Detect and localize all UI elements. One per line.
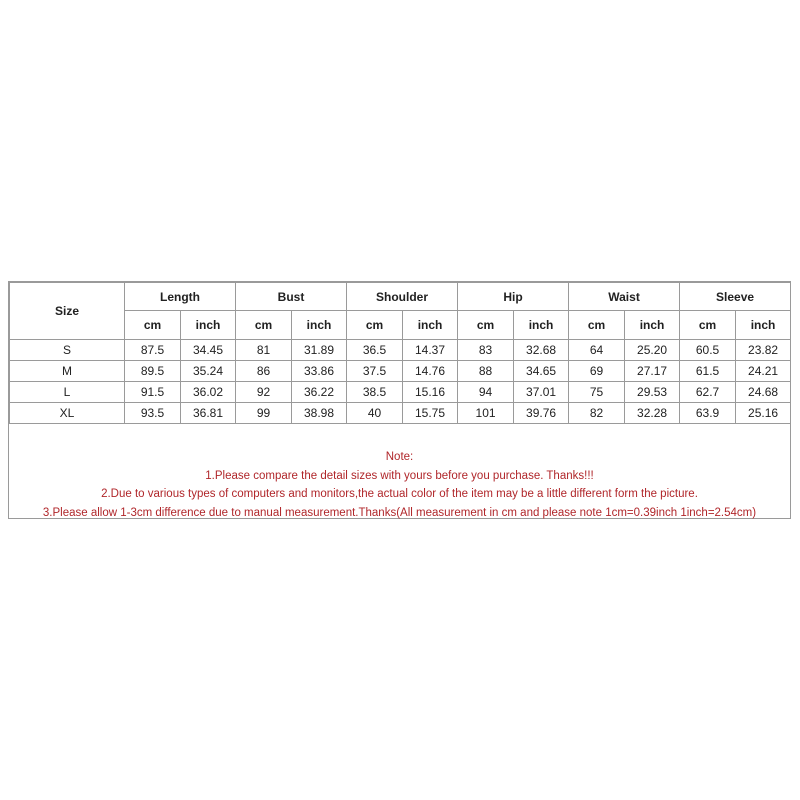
table-cell: 62.7 <box>680 382 736 403</box>
table-cell: 63.9 <box>680 403 736 424</box>
table-cell: 14.37 <box>403 340 458 361</box>
table-cell: 82 <box>569 403 625 424</box>
table-cell: 27.17 <box>625 361 680 382</box>
hip-header: Hip <box>458 283 569 311</box>
table-cell: 36.22 <box>292 382 347 403</box>
table-cell: 14.76 <box>403 361 458 382</box>
table-cell: 25.20 <box>625 340 680 361</box>
table-cell: 101 <box>458 403 514 424</box>
size-label: L <box>10 382 125 403</box>
table-cell: 32.28 <box>625 403 680 424</box>
length-header: Length <box>125 283 236 311</box>
table-cell: 40 <box>347 403 403 424</box>
unit-inch-header: inch <box>736 311 791 340</box>
table-cell: 23.82 <box>736 340 791 361</box>
note-line-1: 1.Please compare the detail sizes with yours before you purchase. Thanks!!! <box>205 469 594 482</box>
table-cell: 94 <box>458 382 514 403</box>
sleeve-header: Sleeve <box>680 283 791 311</box>
table-cell: 93.5 <box>125 403 181 424</box>
table-cell: 25.16 <box>736 403 791 424</box>
table-cell: 89.5 <box>125 361 181 382</box>
unit-header-row <box>10 311 791 340</box>
table-cell: 24.21 <box>736 361 791 382</box>
table-cell: 81 <box>236 340 292 361</box>
unit-cm-header: cm <box>458 311 514 340</box>
size-label: M <box>10 361 125 382</box>
table-cell: 87.5 <box>125 340 181 361</box>
notes-section <box>9 448 790 522</box>
table-cell: 92 <box>236 382 292 403</box>
table-cell: 37.5 <box>347 361 403 382</box>
table-cell: 36.02 <box>181 382 236 403</box>
size-label: XL <box>10 403 125 424</box>
size-column-header: Size <box>10 283 125 340</box>
table-cell: 38.98 <box>292 403 347 424</box>
table-cell: 86 <box>236 361 292 382</box>
note-line-3: 3.Please allow 1-3cm difference due to manual measurement.Thanks(All measurement in cm and please note 1cm=0.39inch 1inch=2.54cm) <box>42 506 757 519</box>
table-cell: 64 <box>569 340 625 361</box>
waist-header: Waist <box>569 283 680 311</box>
table-cell: 35.24 <box>181 361 236 382</box>
table-cell: 39.76 <box>514 403 569 424</box>
table-cell: 34.45 <box>181 340 236 361</box>
shoulder-header: Shoulder <box>347 283 458 311</box>
table-cell: 61.5 <box>680 361 736 382</box>
size-label: S <box>10 340 125 361</box>
table-cell: 31.89 <box>292 340 347 361</box>
size-row-m <box>10 361 791 382</box>
unit-inch-header: inch <box>181 311 236 340</box>
size-row-l <box>10 382 791 403</box>
size-chart-table <box>9 282 791 424</box>
unit-inch-header: inch <box>625 311 680 340</box>
table-cell: 33.86 <box>292 361 347 382</box>
size-row-s <box>10 340 791 361</box>
table-cell: 60.5 <box>680 340 736 361</box>
unit-cm-header: cm <box>125 311 181 340</box>
table-cell: 99 <box>236 403 292 424</box>
unit-inch-header: inch <box>514 311 569 340</box>
bust-header: Bust <box>236 283 347 311</box>
group-header-row <box>10 283 791 311</box>
table-cell: 69 <box>569 361 625 382</box>
table-cell: 15.75 <box>403 403 458 424</box>
table-cell: 75 <box>569 382 625 403</box>
table-cell: 36.81 <box>181 403 236 424</box>
unit-inch-header: inch <box>403 311 458 340</box>
table-cell: 88 <box>458 361 514 382</box>
unit-cm-header: cm <box>680 311 736 340</box>
unit-cm-header: cm <box>347 311 403 340</box>
note-title: Note: <box>385 451 414 463</box>
table-cell: 36.5 <box>347 340 403 361</box>
table-cell: 91.5 <box>125 382 181 403</box>
table-cell: 38.5 <box>347 382 403 403</box>
size-row-xl <box>10 403 791 424</box>
unit-cm-header: cm <box>569 311 625 340</box>
table-cell: 29.53 <box>625 382 680 403</box>
table-cell: 24.68 <box>736 382 791 403</box>
unit-cm-header: cm <box>236 311 292 340</box>
table-cell: 15.16 <box>403 382 458 403</box>
table-cell: 32.68 <box>514 340 569 361</box>
table-cell: 37.01 <box>514 382 569 403</box>
table-cell: 83 <box>458 340 514 361</box>
unit-inch-header: inch <box>292 311 347 340</box>
note-line-2: 2.Due to various types of computers and monitors,the actual color of the item may be a little different form the picture. <box>101 488 698 500</box>
table-cell: 34.65 <box>514 361 569 382</box>
